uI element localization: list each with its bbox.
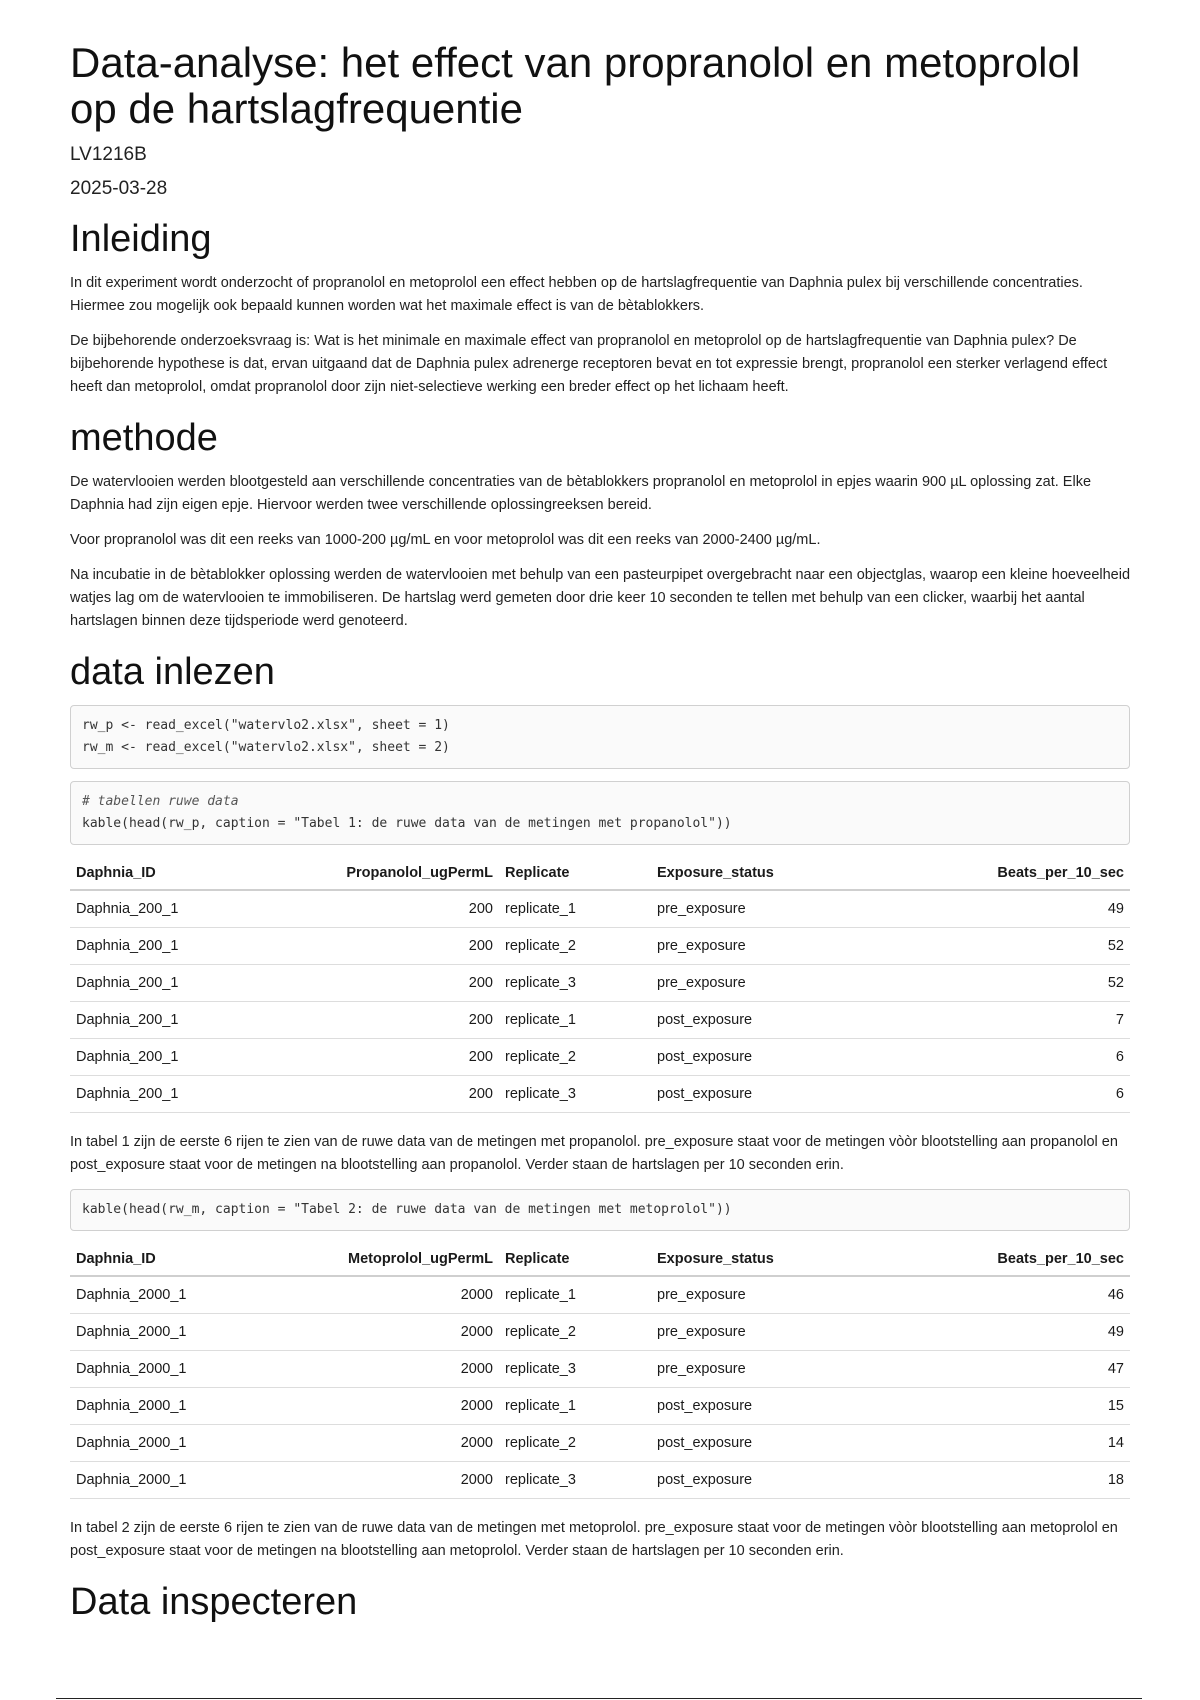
code-line: rw_m <- read_excel("watervlo2.xlsx", sheet = 2) bbox=[82, 740, 450, 755]
date: 2025-03-28 bbox=[70, 178, 168, 199]
table-cell: replicate_2 bbox=[499, 1039, 651, 1076]
column-header: Exposure_status bbox=[651, 857, 882, 890]
heading-inleiding: Inleiding bbox=[70, 218, 212, 260]
table-cell: replicate_3 bbox=[499, 965, 651, 1002]
table-cell: post_exposure bbox=[651, 1076, 882, 1113]
column-header: Beats_per_10_sec bbox=[882, 857, 1130, 890]
methode-paragraph-1: De watervlooien werden blootgesteld aan verschillende concentraties van de bètablokkers propranolol en metoprolol in epjes waarin 900 µL oplossing zat. Elke Daphnia had zijn eigen epje. Hiervoor werden twee verschillende oplossingreeksen bereid. bbox=[70, 474, 1092, 513]
table-cell: 200 bbox=[312, 890, 499, 928]
table-cell: 46 bbox=[882, 1276, 1130, 1314]
table-cell: Daphnia_200_1 bbox=[70, 928, 312, 965]
table-row bbox=[70, 928, 1130, 965]
table-cell: replicate_2 bbox=[499, 928, 651, 965]
table-cell: 14 bbox=[882, 1425, 1130, 1462]
table-row bbox=[70, 965, 1130, 1002]
table-cell: replicate_3 bbox=[499, 1076, 651, 1113]
table-cell: replicate_2 bbox=[499, 1425, 651, 1462]
table-cell: pre_exposure bbox=[651, 1351, 882, 1388]
table-cell: 7 bbox=[882, 1002, 1130, 1039]
column-header: Exposure_status bbox=[651, 1243, 882, 1276]
column-header: Replicate bbox=[499, 857, 651, 890]
table-cell: post_exposure bbox=[651, 1462, 882, 1499]
table-cell: 52 bbox=[882, 965, 1130, 1002]
table-cell: 200 bbox=[312, 1002, 499, 1039]
table-cell: 2000 bbox=[312, 1462, 499, 1499]
code-line: rw_p <- read_excel("watervlo2.xlsx", sheet = 1) bbox=[82, 718, 450, 733]
heading-data-inspecteren: Data inspecteren bbox=[70, 1581, 358, 1623]
code-line: kable(head(rw_m, caption = "Tabel 2: de ruwe data van de metingen met metoprolol")) bbox=[82, 1202, 732, 1217]
table-cell: replicate_3 bbox=[499, 1462, 651, 1499]
table1-description: In tabel 1 zijn de eerste 6 rijen te zien van de ruwe data van de metingen met propanolol. pre_exposure staat voor de metingen vòòr blootstelling aan propanolol en post_exposure staat voor de metingen na blootstelling aan propanolol. Verder staan de hartslagen per 10 seconden erin. bbox=[70, 1134, 1118, 1173]
table-cell: Daphnia_2000_1 bbox=[70, 1388, 312, 1425]
code-block-kable-propanolol bbox=[70, 781, 1130, 845]
table-row bbox=[70, 1276, 1130, 1314]
document bbox=[70, 40, 1130, 1635]
heading-data-inlezen: data inlezen bbox=[70, 651, 275, 693]
table-cell: replicate_3 bbox=[499, 1351, 651, 1388]
table-cell: pre_exposure bbox=[651, 890, 882, 928]
code-block-kable-metoprolol bbox=[70, 1189, 1130, 1231]
column-header: Replicate bbox=[499, 1243, 651, 1276]
table-cell: post_exposure bbox=[651, 1039, 882, 1076]
table-cell: 200 bbox=[312, 965, 499, 1002]
table-cell: Daphnia_2000_1 bbox=[70, 1462, 312, 1499]
table-cell: 49 bbox=[882, 890, 1130, 928]
column-header: Metoprolol_ugPermL bbox=[312, 1243, 499, 1276]
table-cell: 2000 bbox=[312, 1314, 499, 1351]
table-propanolol bbox=[70, 857, 1130, 1113]
code-line: kable(head(rw_p, caption = "Tabel 1: de ruwe data van de metingen met propanolol")) bbox=[82, 816, 732, 831]
table-row bbox=[70, 1351, 1130, 1388]
table-cell: Daphnia_200_1 bbox=[70, 1002, 312, 1039]
methode-paragraph-2: Voor propranolol was dit een reeks van 1000-200 µg/mL en voor metoprolol was dit een reeks van 2000-2400 µg/mL. bbox=[70, 532, 821, 548]
code-comment: # tabellen ruwe data bbox=[82, 794, 239, 809]
table-metoprolol bbox=[70, 1243, 1130, 1499]
table-cell: 47 bbox=[882, 1351, 1130, 1388]
inleiding-paragraph-2: De bijbehorende onderzoeksvraag is: Wat is het minimale en maximale effect van propranolol en metoprolol op de hartslagfrequentie van Daphnia pulex? De bijbehorende hypothese is dat, ervan uitgaand dat de Daphnia pulex adrenerge receptoren bevat en tot expressie brengt, propranolol een sterker verlagend effect heeft dan metoprolol, omdat propranolol door zijn niet-selectieve werking een breder effect op het lichaam heeft. bbox=[70, 333, 1108, 395]
table-cell: 6 bbox=[882, 1039, 1130, 1076]
table-cell: replicate_1 bbox=[499, 1388, 651, 1425]
table-cell: 49 bbox=[882, 1314, 1130, 1351]
author: LV1216B bbox=[70, 144, 147, 165]
page-bottom-rule bbox=[56, 1698, 1142, 1699]
table-cell: replicate_1 bbox=[499, 1002, 651, 1039]
table-row bbox=[70, 890, 1130, 928]
table-cell: 15 bbox=[882, 1388, 1130, 1425]
table-cell: Daphnia_200_1 bbox=[70, 965, 312, 1002]
table-row bbox=[70, 1076, 1130, 1113]
table-cell: pre_exposure bbox=[651, 965, 882, 1002]
table-cell: 2000 bbox=[312, 1276, 499, 1314]
column-header: Daphnia_ID bbox=[70, 1243, 312, 1276]
heading-methode: methode bbox=[70, 417, 218, 459]
table-cell: 2000 bbox=[312, 1351, 499, 1388]
table-cell: 2000 bbox=[312, 1425, 499, 1462]
table-cell: Daphnia_200_1 bbox=[70, 1076, 312, 1113]
table-cell: 200 bbox=[312, 1039, 499, 1076]
table2-description: In tabel 2 zijn de eerste 6 rijen te zien van de ruwe data van de metingen met metoprolol. pre_exposure staat voor de metingen vòòr blootstelling aan metoprolol en post_exposure staat voor de metingen na blootstelling aan metoprolol. Verder staan de hartslagen per 10 seconden erin. bbox=[70, 1520, 1118, 1559]
table-cell: post_exposure bbox=[651, 1425, 882, 1462]
table-row bbox=[70, 1462, 1130, 1499]
table-header-row bbox=[70, 857, 1130, 890]
table-cell: 6 bbox=[882, 1076, 1130, 1113]
table-cell: 18 bbox=[882, 1462, 1130, 1499]
table-cell: 2000 bbox=[312, 1388, 499, 1425]
table-cell: Daphnia_2000_1 bbox=[70, 1351, 312, 1388]
table-cell: pre_exposure bbox=[651, 1314, 882, 1351]
table-cell: post_exposure bbox=[651, 1002, 882, 1039]
inleiding-paragraph-1: In dit experiment wordt onderzocht of propranolol en metoprolol een effect hebben op de hartslagfrequentie van Daphnia pulex bij verschillende concentraties. Hiermee zou mogelijk ook bepaald kunnen worden wat het maximale effect is van de bètablokkers. bbox=[70, 275, 1083, 314]
table-row bbox=[70, 1002, 1130, 1039]
column-header: Propanolol_ugPermL bbox=[312, 857, 499, 890]
table-cell: pre_exposure bbox=[651, 928, 882, 965]
table-cell: replicate_1 bbox=[499, 890, 651, 928]
table-cell: 52 bbox=[882, 928, 1130, 965]
table-header-row bbox=[70, 1243, 1130, 1276]
table-cell: 200 bbox=[312, 928, 499, 965]
page-title: Data-analyse: het effect van propranolol en metoprolol op de hartslagfrequentie bbox=[70, 39, 1081, 132]
table-cell: replicate_2 bbox=[499, 1314, 651, 1351]
code-block-read-excel bbox=[70, 705, 1130, 769]
table-cell: 200 bbox=[312, 1076, 499, 1113]
table-cell: pre_exposure bbox=[651, 1276, 882, 1314]
table-row bbox=[70, 1039, 1130, 1076]
table-row bbox=[70, 1388, 1130, 1425]
column-header: Beats_per_10_sec bbox=[882, 1243, 1130, 1276]
methode-paragraph-3: Na incubatie in de bètablokker oplossing werden de watervlooien met behulp van een pasteurpipet overgebracht naar een objectglas, waarop een kleine hoeveelheid watjes lag om de watervlooien te immobiliseren. De hartslag werd gemeten door drie keer 10 seconden te tellen met behulp van een clicker, waarbij het aantal hartslagen binnen deze tijdsperiode werd genoteerd. bbox=[70, 567, 1131, 629]
table-row bbox=[70, 1314, 1130, 1351]
table-cell: post_exposure bbox=[651, 1388, 882, 1425]
column-header: Daphnia_ID bbox=[70, 857, 312, 890]
table-cell: Daphnia_2000_1 bbox=[70, 1425, 312, 1462]
table-cell: Daphnia_2000_1 bbox=[70, 1314, 312, 1351]
table-cell: replicate_1 bbox=[499, 1276, 651, 1314]
table-cell: Daphnia_200_1 bbox=[70, 1039, 312, 1076]
table-cell: Daphnia_2000_1 bbox=[70, 1276, 312, 1314]
table-cell: Daphnia_200_1 bbox=[70, 890, 312, 928]
table-row bbox=[70, 1425, 1130, 1462]
